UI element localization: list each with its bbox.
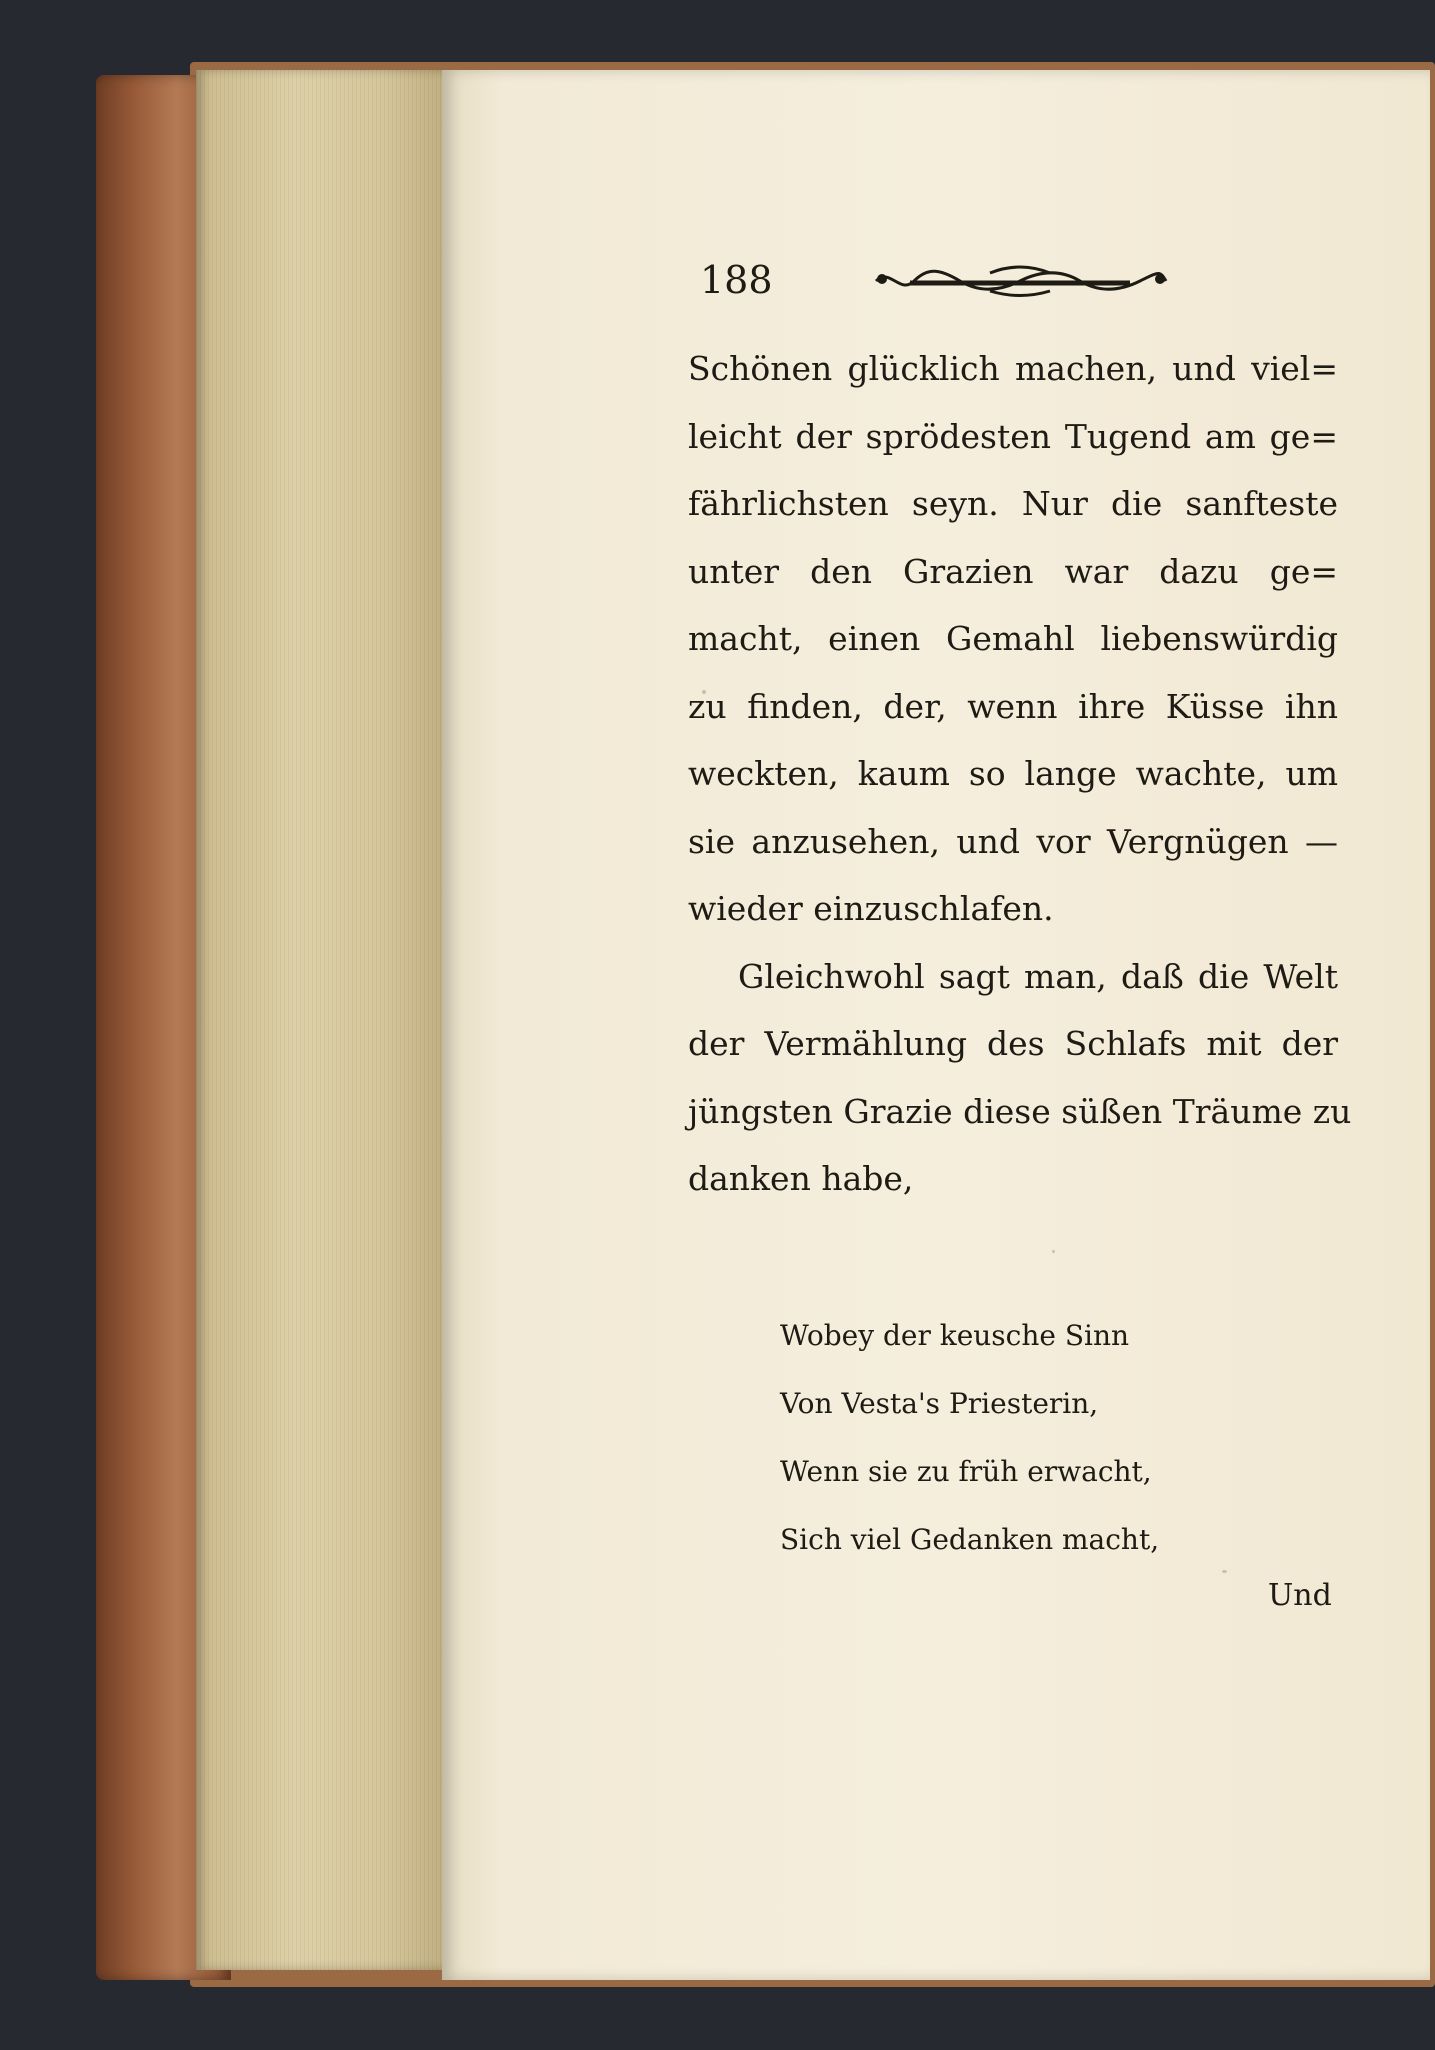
text-line: unter den Grazien war dazu ge= — [688, 551, 1338, 591]
verse-line: Wenn sie zu früh erwacht, — [780, 1455, 1152, 1488]
text-line: leicht der sprödesten Tugend am ge= — [688, 416, 1338, 456]
paper-speck — [1052, 1250, 1055, 1253]
decorative-rule-icon — [870, 261, 1170, 301]
text-line: Gleichwohl sagt man, daß die Welt — [738, 956, 1338, 996]
text-line: der Vermählung des Schlafs mit der — [688, 1024, 1338, 1063]
catchword: Und — [1268, 1578, 1332, 1613]
text-line: sie anzusehen, und vor Vergnügen — — [688, 821, 1338, 861]
page-edges — [196, 70, 446, 1970]
text-line: danken habe, — [688, 1159, 914, 1198]
running-header — [700, 255, 1170, 305]
text-line: Schönen glücklich machen, und viel= — [688, 349, 1338, 388]
verse-line: Sich viel Gedanken macht, — [780, 1523, 1160, 1556]
verse-block — [780, 1302, 1220, 1574]
verse-line: Von Vesta's Priesterin, — [780, 1387, 1099, 1420]
text-line: weckten, kaum so lange wachte, um — [688, 754, 1338, 793]
text-line: jüngsten Grazie diese süßen Träume zu — [688, 1091, 1352, 1131]
text-line: zu finden, der, wenn ihre Küsse ihn — [688, 686, 1338, 726]
page-number: 188 — [700, 258, 773, 302]
paper-speck — [1222, 1570, 1227, 1573]
verse-line: Wobey der keusche Sinn — [780, 1319, 1130, 1352]
text-line: wieder einzuschlafen. — [688, 889, 1054, 928]
text-line: fährlichsten seyn. Nur die sanfteste — [688, 484, 1338, 523]
prose-text — [688, 335, 1352, 1213]
text-line: macht, einen Gemahl liebenswürdig — [688, 619, 1338, 658]
